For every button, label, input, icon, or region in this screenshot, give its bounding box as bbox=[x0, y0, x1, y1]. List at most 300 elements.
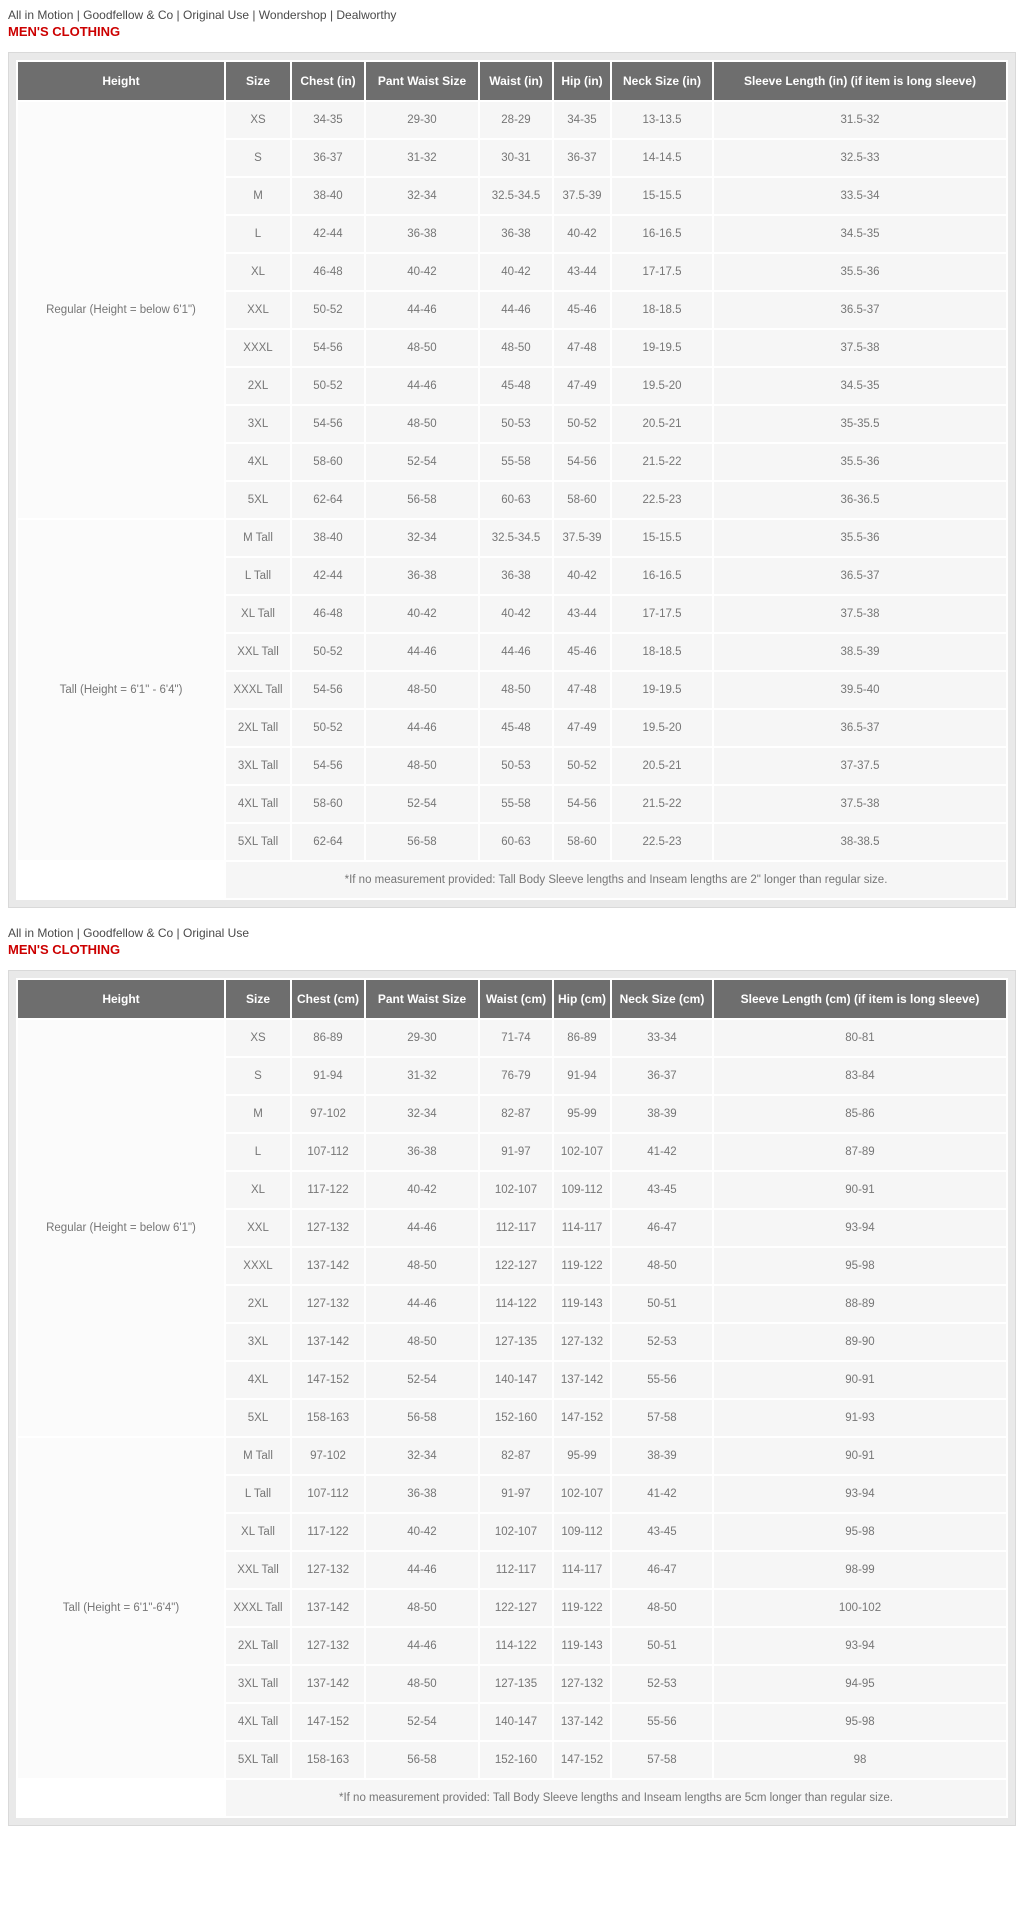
measurement-value: 137-142 bbox=[554, 1704, 610, 1740]
measurement-value: 147-152 bbox=[554, 1400, 610, 1436]
size-chart-table-cm bbox=[16, 978, 1008, 1818]
size-label: 5XL Tall bbox=[226, 1742, 290, 1778]
measurement-value: 127-132 bbox=[554, 1666, 610, 1702]
measurement-value: 21.5-22 bbox=[612, 786, 712, 822]
measurement-value: 32.5-34.5 bbox=[480, 520, 552, 556]
table-body bbox=[18, 1020, 1006, 1816]
measurement-value: 47-49 bbox=[554, 368, 610, 404]
measurement-value: 112-117 bbox=[480, 1552, 552, 1588]
measurement-value: 38-39 bbox=[612, 1096, 712, 1132]
measurement-value: 114-122 bbox=[480, 1286, 552, 1322]
measurement-value: 152-160 bbox=[480, 1400, 552, 1436]
column-header: Pant Waist Size bbox=[366, 62, 478, 100]
measurement-value: 34-35 bbox=[554, 102, 610, 138]
measurement-value: 32-34 bbox=[366, 1438, 478, 1474]
measurement-value: 17-17.5 bbox=[612, 254, 712, 290]
footnote-row bbox=[18, 1780, 1006, 1816]
measurement-value: 90-91 bbox=[714, 1362, 1006, 1398]
measurement-value: 32-34 bbox=[366, 178, 478, 214]
measurement-value: 35.5-36 bbox=[714, 520, 1006, 556]
measurement-value: 15-15.5 bbox=[612, 520, 712, 556]
measurement-value: 44-46 bbox=[366, 292, 478, 328]
measurement-value: 37.5-38 bbox=[714, 786, 1006, 822]
measurement-value: 20.5-21 bbox=[612, 406, 712, 442]
size-label: XL Tall bbox=[226, 596, 290, 632]
size-chart-table-inches bbox=[16, 60, 1008, 900]
table-row bbox=[18, 1438, 1006, 1474]
size-label: XL bbox=[226, 1172, 290, 1208]
measurement-value: 36-37 bbox=[292, 140, 364, 176]
column-header: Hip (cm) bbox=[554, 980, 610, 1018]
measurement-value: 32.5-34.5 bbox=[480, 178, 552, 214]
measurement-value: 19-19.5 bbox=[612, 330, 712, 366]
size-chart-panel-inches bbox=[8, 52, 1016, 908]
measurement-value: 36-37 bbox=[554, 140, 610, 176]
measurement-value: 83-84 bbox=[714, 1058, 1006, 1094]
measurement-value: 32-34 bbox=[366, 520, 478, 556]
measurement-value: 32.5-33 bbox=[714, 140, 1006, 176]
table-body bbox=[18, 102, 1006, 898]
column-header: Waist (cm) bbox=[480, 980, 552, 1018]
height-group-label: Regular (Height = below 6'1") bbox=[18, 102, 224, 518]
measurement-value: 50-52 bbox=[554, 748, 610, 784]
measurement-value: 95-99 bbox=[554, 1438, 610, 1474]
measurement-value: 137-142 bbox=[292, 1248, 364, 1284]
measurement-value: 13-13.5 bbox=[612, 102, 712, 138]
measurement-value: 147-152 bbox=[292, 1362, 364, 1398]
measurement-value: 38-40 bbox=[292, 178, 364, 214]
size-label: L bbox=[226, 216, 290, 252]
table-row bbox=[18, 102, 1006, 138]
measurement-value: 119-122 bbox=[554, 1248, 610, 1284]
measurement-value: 16-16.5 bbox=[612, 558, 712, 594]
measurement-value: 44-46 bbox=[366, 368, 478, 404]
measurement-value: 95-98 bbox=[714, 1248, 1006, 1284]
measurement-value: 28-29 bbox=[480, 102, 552, 138]
measurement-value: 50-53 bbox=[480, 406, 552, 442]
measurement-value: 57-58 bbox=[612, 1742, 712, 1778]
column-header: Neck Size (cm) bbox=[612, 980, 712, 1018]
measurement-value: 91-94 bbox=[554, 1058, 610, 1094]
measurement-value: 37.5-39 bbox=[554, 520, 610, 556]
measurement-value: 45-48 bbox=[480, 710, 552, 746]
measurement-value: 36-38 bbox=[480, 216, 552, 252]
measurement-value: 44-46 bbox=[366, 1210, 478, 1246]
category-title: MEN'S CLOTHING bbox=[8, 24, 121, 39]
footnote-row bbox=[18, 862, 1006, 898]
measurement-value: 56-58 bbox=[366, 824, 478, 860]
column-header: Height bbox=[18, 980, 224, 1018]
measurement-value: 122-127 bbox=[480, 1248, 552, 1284]
height-group-label: Tall (Height = 6'1" - 6'4") bbox=[18, 520, 224, 860]
column-header: Height bbox=[18, 62, 224, 100]
measurement-value: 58-60 bbox=[554, 482, 610, 518]
size-label: 4XL Tall bbox=[226, 786, 290, 822]
measurement-value: 50-52 bbox=[292, 710, 364, 746]
measurement-value: 48-50 bbox=[366, 330, 478, 366]
size-label: XXL bbox=[226, 292, 290, 328]
measurement-value: 44-46 bbox=[366, 1628, 478, 1664]
measurement-value: 114-117 bbox=[554, 1552, 610, 1588]
measurement-value: 127-132 bbox=[292, 1210, 364, 1246]
measurement-value: 56-58 bbox=[366, 1742, 478, 1778]
size-label: 5XL bbox=[226, 1400, 290, 1436]
size-label: 5XL bbox=[226, 482, 290, 518]
size-label: S bbox=[226, 140, 290, 176]
measurement-value: 82-87 bbox=[480, 1096, 552, 1132]
measurement-value: 43-45 bbox=[612, 1172, 712, 1208]
measurement-value: 127-135 bbox=[480, 1666, 552, 1702]
measurement-value: 35.5-36 bbox=[714, 444, 1006, 480]
measurement-value: 56-58 bbox=[366, 482, 478, 518]
size-label: M bbox=[226, 178, 290, 214]
measurement-value: 93-94 bbox=[714, 1210, 1006, 1246]
measurement-value: 22.5-23 bbox=[612, 482, 712, 518]
measurement-value: 38-38.5 bbox=[714, 824, 1006, 860]
measurement-value: 95-98 bbox=[714, 1514, 1006, 1550]
measurement-value: 52-54 bbox=[366, 786, 478, 822]
measurement-value: 48-50 bbox=[366, 672, 478, 708]
measurement-value: 119-143 bbox=[554, 1628, 610, 1664]
size-label: XXXL bbox=[226, 1248, 290, 1284]
measurement-value: 56-58 bbox=[366, 1400, 478, 1436]
measurement-value: 55-58 bbox=[480, 444, 552, 480]
measurement-value: 31-32 bbox=[366, 1058, 478, 1094]
size-label: 5XL Tall bbox=[226, 824, 290, 860]
size-label: S bbox=[226, 1058, 290, 1094]
measurement-value: 137-142 bbox=[292, 1324, 364, 1360]
measurement-value: 109-112 bbox=[554, 1172, 610, 1208]
measurement-value: 40-42 bbox=[366, 254, 478, 290]
size-label: XS bbox=[226, 102, 290, 138]
measurement-value: 38-40 bbox=[292, 520, 364, 556]
measurement-value: 50-52 bbox=[292, 634, 364, 670]
measurement-value: 119-143 bbox=[554, 1286, 610, 1322]
measurement-value: 35-35.5 bbox=[714, 406, 1006, 442]
measurement-value: 50-53 bbox=[480, 748, 552, 784]
measurement-value: 18-18.5 bbox=[612, 292, 712, 328]
measurement-value: 109-112 bbox=[554, 1514, 610, 1550]
measurement-value: 34-35 bbox=[292, 102, 364, 138]
measurement-value: 54-56 bbox=[292, 748, 364, 784]
measurement-value: 46-48 bbox=[292, 254, 364, 290]
measurement-value: 58-60 bbox=[292, 444, 364, 480]
measurement-value: 62-64 bbox=[292, 482, 364, 518]
table-row bbox=[18, 1020, 1006, 1056]
size-label: XS bbox=[226, 1020, 290, 1056]
measurement-value: 40-42 bbox=[554, 558, 610, 594]
size-label: L Tall bbox=[226, 1476, 290, 1512]
measurement-value: 45-48 bbox=[480, 368, 552, 404]
measurement-value: 122-127 bbox=[480, 1590, 552, 1626]
measurement-value: 102-107 bbox=[554, 1476, 610, 1512]
measurement-value: 36-37 bbox=[612, 1058, 712, 1094]
measurement-value: 52-54 bbox=[366, 1362, 478, 1398]
measurement-value: 91-97 bbox=[480, 1134, 552, 1170]
measurement-value: 114-122 bbox=[480, 1628, 552, 1664]
measurement-value: 19.5-20 bbox=[612, 368, 712, 404]
measurement-value: 57-58 bbox=[612, 1400, 712, 1436]
measurement-value: 37-37.5 bbox=[714, 748, 1006, 784]
size-label: 2XL bbox=[226, 368, 290, 404]
measurement-value: 36-36.5 bbox=[714, 482, 1006, 518]
measurement-value: 16-16.5 bbox=[612, 216, 712, 252]
measurement-value: 44-46 bbox=[366, 1552, 478, 1588]
measurement-value: 95-99 bbox=[554, 1096, 610, 1132]
table-footnote: *If no measurement provided: Tall Body Sleeve lengths and Inseam lengths are 2" longer than regular size. bbox=[226, 862, 1006, 898]
column-header: Size bbox=[226, 62, 290, 100]
footnote-spacer-cell bbox=[18, 862, 224, 898]
measurement-value: 43-45 bbox=[612, 1514, 712, 1550]
measurement-value: 34.5-35 bbox=[714, 368, 1006, 404]
measurement-value: 114-117 bbox=[554, 1210, 610, 1246]
measurement-value: 54-56 bbox=[292, 406, 364, 442]
brand-list: All in Motion | Goodfellow & Co | Original Use | Wondershop | Dealworthy bbox=[8, 8, 397, 22]
measurement-value: 147-152 bbox=[292, 1704, 364, 1740]
measurement-value: 36.5-37 bbox=[714, 558, 1006, 594]
measurement-value: 112-117 bbox=[480, 1210, 552, 1246]
measurement-value: 107-112 bbox=[292, 1134, 364, 1170]
measurement-value: 47-48 bbox=[554, 330, 610, 366]
measurement-value: 48-50 bbox=[480, 672, 552, 708]
measurement-value: 55-56 bbox=[612, 1362, 712, 1398]
measurement-value: 45-46 bbox=[554, 634, 610, 670]
measurement-value: 33.5-34 bbox=[714, 178, 1006, 214]
measurement-value: 90-91 bbox=[714, 1438, 1006, 1474]
measurement-value: 19.5-20 bbox=[612, 710, 712, 746]
measurement-value: 158-163 bbox=[292, 1400, 364, 1436]
measurement-value: 40-42 bbox=[480, 596, 552, 632]
size-label: L bbox=[226, 1134, 290, 1170]
measurement-value: 93-94 bbox=[714, 1628, 1006, 1664]
header-row bbox=[18, 980, 1006, 1018]
measurement-value: 86-89 bbox=[554, 1020, 610, 1056]
measurement-value: 152-160 bbox=[480, 1742, 552, 1778]
measurement-value: 100-102 bbox=[714, 1590, 1006, 1626]
measurement-value: 22.5-23 bbox=[612, 824, 712, 860]
measurement-value: 29-30 bbox=[366, 1020, 478, 1056]
size-label: M Tall bbox=[226, 1438, 290, 1474]
measurement-value: 32-34 bbox=[366, 1096, 478, 1132]
measurement-value: 127-132 bbox=[292, 1628, 364, 1664]
measurement-value: 36.5-37 bbox=[714, 710, 1006, 746]
measurement-value: 46-48 bbox=[292, 596, 364, 632]
measurement-value: 42-44 bbox=[292, 558, 364, 594]
measurement-value: 95-98 bbox=[714, 1704, 1006, 1740]
measurement-value: 71-74 bbox=[480, 1020, 552, 1056]
table-footnote: *If no measurement provided: Tall Body Sleeve lengths and Inseam lengths are 5cm longer than regular size. bbox=[226, 1780, 1006, 1816]
measurement-value: 91-97 bbox=[480, 1476, 552, 1512]
size-label: 4XL bbox=[226, 1362, 290, 1398]
measurement-value: 36-38 bbox=[366, 558, 478, 594]
size-label: XXXL bbox=[226, 330, 290, 366]
measurement-value: 48-50 bbox=[366, 406, 478, 442]
footnote-spacer-cell bbox=[18, 1780, 224, 1816]
column-header: Chest (cm) bbox=[292, 980, 364, 1018]
measurement-value: 15-15.5 bbox=[612, 178, 712, 214]
size-label: 4XL Tall bbox=[226, 1704, 290, 1740]
measurement-value: 37.5-39 bbox=[554, 178, 610, 214]
measurement-value: 127-132 bbox=[292, 1286, 364, 1322]
measurement-value: 33-34 bbox=[612, 1020, 712, 1056]
measurement-value: 52-53 bbox=[612, 1666, 712, 1702]
measurement-value: 48-50 bbox=[366, 1590, 478, 1626]
measurement-value: 91-93 bbox=[714, 1400, 1006, 1436]
measurement-value: 140-147 bbox=[480, 1362, 552, 1398]
measurement-value: 48-50 bbox=[612, 1590, 712, 1626]
measurement-value: 44-46 bbox=[366, 634, 478, 670]
measurement-value: 62-64 bbox=[292, 824, 364, 860]
height-group-label: Regular (Height = below 6'1") bbox=[18, 1020, 224, 1436]
measurement-value: 98-99 bbox=[714, 1552, 1006, 1588]
height-group-label: Tall (Height = 6'1"-6'4") bbox=[18, 1438, 224, 1778]
measurement-value: 40-42 bbox=[480, 254, 552, 290]
size-label: 4XL bbox=[226, 444, 290, 480]
measurement-value: 93-94 bbox=[714, 1476, 1006, 1512]
measurement-value: 54-56 bbox=[554, 786, 610, 822]
measurement-value: 40-42 bbox=[366, 1172, 478, 1208]
measurement-value: 40-42 bbox=[366, 596, 478, 632]
measurement-value: 50-52 bbox=[292, 368, 364, 404]
measurement-value: 48-50 bbox=[612, 1248, 712, 1284]
measurement-value: 54-56 bbox=[292, 330, 364, 366]
measurement-value: 36-38 bbox=[480, 558, 552, 594]
section-centimeters bbox=[0, 924, 1024, 1826]
size-label: 2XL Tall bbox=[226, 710, 290, 746]
measurement-value: 40-42 bbox=[554, 216, 610, 252]
measurement-value: 36.5-37 bbox=[714, 292, 1006, 328]
measurement-value: 20.5-21 bbox=[612, 748, 712, 784]
table-header bbox=[18, 62, 1006, 100]
measurement-value: 52-54 bbox=[366, 444, 478, 480]
table-row bbox=[18, 520, 1006, 556]
measurement-value: 39.5-40 bbox=[714, 672, 1006, 708]
size-label: 3XL bbox=[226, 1324, 290, 1360]
measurement-value: 102-107 bbox=[480, 1514, 552, 1550]
measurement-value: 60-63 bbox=[480, 482, 552, 518]
column-header: Size bbox=[226, 980, 290, 1018]
measurement-value: 127-135 bbox=[480, 1324, 552, 1360]
category-title: MEN'S CLOTHING bbox=[8, 942, 121, 957]
size-label: XXL Tall bbox=[226, 1552, 290, 1588]
measurement-value: 48-50 bbox=[480, 330, 552, 366]
measurement-value: 55-56 bbox=[612, 1704, 712, 1740]
measurement-value: 41-42 bbox=[612, 1134, 712, 1170]
size-label: 3XL bbox=[226, 406, 290, 442]
measurement-value: 36-38 bbox=[366, 1476, 478, 1512]
measurement-value: 17-17.5 bbox=[612, 596, 712, 632]
measurement-value: 147-152 bbox=[554, 1742, 610, 1778]
measurement-value: 54-56 bbox=[554, 444, 610, 480]
measurement-value: 137-142 bbox=[554, 1362, 610, 1398]
measurement-value: 89-90 bbox=[714, 1324, 1006, 1360]
measurement-value: 46-47 bbox=[612, 1210, 712, 1246]
measurement-value: 46-47 bbox=[612, 1552, 712, 1588]
brand-list: All in Motion | Goodfellow & Co | Original Use bbox=[8, 926, 250, 940]
measurement-value: 158-163 bbox=[292, 1742, 364, 1778]
measurement-value: 117-122 bbox=[292, 1172, 364, 1208]
measurement-value: 87-89 bbox=[714, 1134, 1006, 1170]
measurement-value: 21.5-22 bbox=[612, 444, 712, 480]
table-header bbox=[18, 980, 1006, 1018]
size-label: 3XL Tall bbox=[226, 748, 290, 784]
measurement-value: 52-53 bbox=[612, 1324, 712, 1360]
measurement-value: 91-94 bbox=[292, 1058, 364, 1094]
measurement-value: 29-30 bbox=[366, 102, 478, 138]
size-label: L Tall bbox=[226, 558, 290, 594]
size-label: M Tall bbox=[226, 520, 290, 556]
measurement-value: 127-132 bbox=[292, 1552, 364, 1588]
measurement-value: 137-142 bbox=[292, 1666, 364, 1702]
column-header: Hip (in) bbox=[554, 62, 610, 100]
column-header: Sleeve Length (in) (if item is long sleeve) bbox=[714, 62, 1006, 100]
measurement-value: 97-102 bbox=[292, 1096, 364, 1132]
measurement-value: 14-14.5 bbox=[612, 140, 712, 176]
measurement-value: 44-46 bbox=[366, 1286, 478, 1322]
header-row bbox=[18, 62, 1006, 100]
measurement-value: 76-79 bbox=[480, 1058, 552, 1094]
measurement-value: 48-50 bbox=[366, 1666, 478, 1702]
size-label: 3XL Tall bbox=[226, 1666, 290, 1702]
measurement-value: 48-50 bbox=[366, 748, 478, 784]
measurement-value: 58-60 bbox=[554, 824, 610, 860]
measurement-value: 80-81 bbox=[714, 1020, 1006, 1056]
measurement-value: 45-46 bbox=[554, 292, 610, 328]
measurement-value: 54-56 bbox=[292, 672, 364, 708]
measurement-value: 58-60 bbox=[292, 786, 364, 822]
measurement-value: 98 bbox=[714, 1742, 1006, 1778]
measurement-value: 38.5-39 bbox=[714, 634, 1006, 670]
measurement-value: 38-39 bbox=[612, 1438, 712, 1474]
measurement-value: 55-58 bbox=[480, 786, 552, 822]
measurement-value: 97-102 bbox=[292, 1438, 364, 1474]
measurement-value: 52-54 bbox=[366, 1704, 478, 1740]
measurement-value: 102-107 bbox=[554, 1134, 610, 1170]
measurement-value: 119-122 bbox=[554, 1590, 610, 1626]
measurement-value: 82-87 bbox=[480, 1438, 552, 1474]
measurement-value: 137-142 bbox=[292, 1590, 364, 1626]
measurement-value: 44-46 bbox=[366, 710, 478, 746]
measurement-value: 36-38 bbox=[366, 1134, 478, 1170]
measurement-value: 85-86 bbox=[714, 1096, 1006, 1132]
size-label: 2XL Tall bbox=[226, 1628, 290, 1664]
measurement-value: 36-38 bbox=[366, 216, 478, 252]
measurement-value: 48-50 bbox=[366, 1324, 478, 1360]
measurement-value: 37.5-38 bbox=[714, 330, 1006, 366]
measurement-value: 94-95 bbox=[714, 1666, 1006, 1702]
measurement-value: 88-89 bbox=[714, 1286, 1006, 1322]
measurement-value: 44-46 bbox=[480, 292, 552, 328]
size-label: XXL Tall bbox=[226, 634, 290, 670]
measurement-value: 90-91 bbox=[714, 1172, 1006, 1208]
column-header: Sleeve Length (cm) (if item is long sleeve) bbox=[714, 980, 1006, 1018]
size-label: XXXL Tall bbox=[226, 672, 290, 708]
measurement-value: 35.5-36 bbox=[714, 254, 1006, 290]
measurement-value: 60-63 bbox=[480, 824, 552, 860]
measurement-value: 50-52 bbox=[292, 292, 364, 328]
measurement-value: 127-132 bbox=[554, 1324, 610, 1360]
size-label: 2XL bbox=[226, 1286, 290, 1322]
measurement-value: 31.5-32 bbox=[714, 102, 1006, 138]
size-chart-panel-cm bbox=[8, 970, 1016, 1826]
measurement-value: 40-42 bbox=[366, 1514, 478, 1550]
column-header: Neck Size (in) bbox=[612, 62, 712, 100]
measurement-value: 34.5-35 bbox=[714, 216, 1006, 252]
measurement-value: 102-107 bbox=[480, 1172, 552, 1208]
measurement-value: 19-19.5 bbox=[612, 672, 712, 708]
measurement-value: 30-31 bbox=[480, 140, 552, 176]
measurement-value: 140-147 bbox=[480, 1704, 552, 1740]
